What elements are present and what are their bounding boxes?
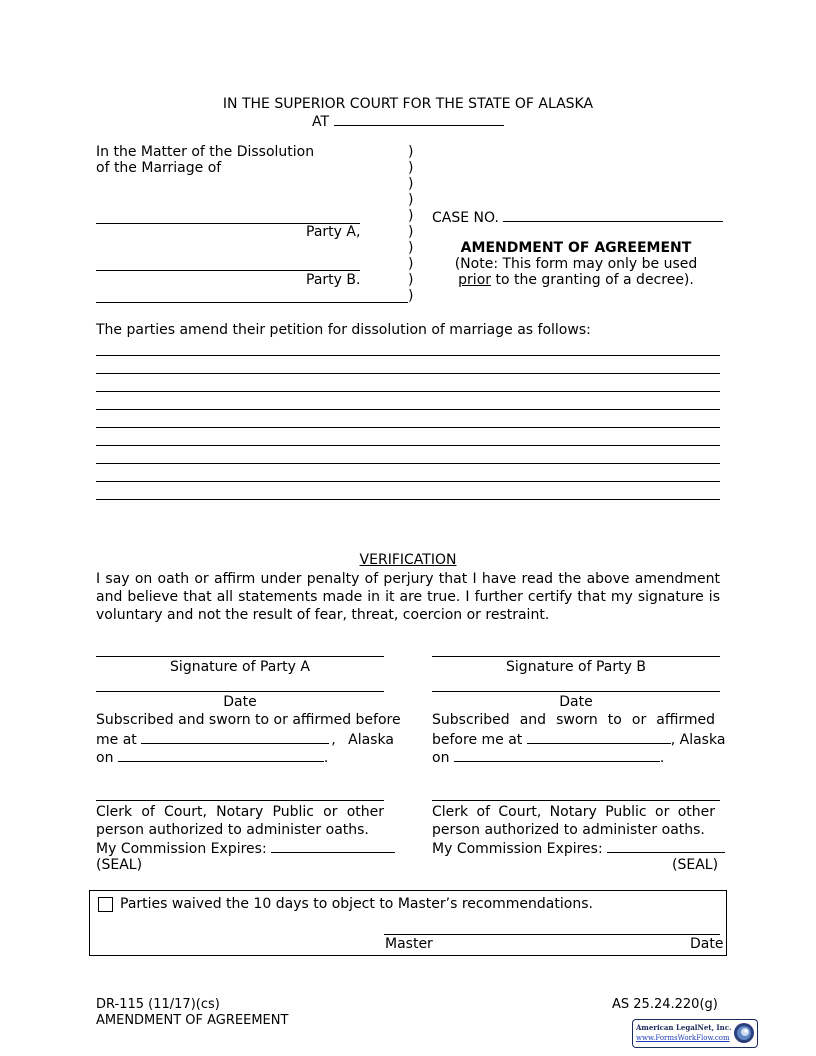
amendment-line[interactable]: [96, 373, 720, 374]
party-a-signature-label: Signature of Party A: [170, 659, 310, 675]
left-me-at-label: me at: [96, 732, 137, 748]
paren: ): [408, 256, 414, 272]
paren: ): [408, 240, 414, 256]
party-b-date-label: Date: [559, 694, 593, 710]
right-commission-line: [432, 839, 725, 858]
right-clerk-text: Clerk of Court, Notary Public or other person authorized to administer oaths.: [432, 804, 715, 838]
vendor-logo: [632, 1019, 758, 1048]
right-before-me-label: before me at: [432, 732, 523, 748]
document-title: AMENDMENT OF AGREEMENT: [460, 240, 692, 256]
party-a-signature-field[interactable]: [96, 656, 384, 657]
right-on-line: [432, 748, 664, 767]
right-period: .: [659, 750, 665, 766]
amendment-line[interactable]: [96, 445, 720, 446]
waiver-checkbox-label: Parties waived the 10 days to object to Master’s recommendations.: [120, 896, 593, 912]
master-signature-field[interactable]: [384, 934, 720, 935]
paren: ): [408, 192, 414, 208]
note-prior: prior: [458, 272, 492, 288]
left-sworn-text: Subscribed and sworn to or affirmed before: [96, 712, 401, 728]
form-title-footer: AMENDMENT OF AGREEMENT: [96, 1013, 289, 1028]
party-a-date-field[interactable]: [96, 691, 384, 692]
left-alaska-label: , Alaska: [331, 732, 394, 748]
logo-company-text: American LegalNet, Inc.: [636, 1023, 732, 1032]
paren: ): [408, 176, 414, 192]
right-commission-label: My Commission Expires:: [432, 841, 603, 857]
party-b-signature-label: Signature of Party B: [506, 659, 646, 675]
right-on-label: on: [432, 750, 450, 766]
left-commission-field[interactable]: [271, 839, 395, 853]
amendment-intro: The parties amend their petition for dissolution of marriage as follows:: [96, 322, 591, 338]
left-period: .: [323, 750, 329, 766]
paren: ): [408, 272, 414, 288]
left-on-label: on: [96, 750, 114, 766]
left-clerk-text: Clerk of Court, Notary Public or other person authorized to administer oaths.: [96, 804, 384, 838]
party-a-date-label: Date: [223, 694, 257, 710]
paren: ): [408, 208, 414, 224]
paren: ): [408, 288, 414, 304]
matter-line-1: In the Matter of the Dissolution: [96, 144, 315, 160]
caption-bottom-rule: [96, 302, 408, 303]
party-b-date-field[interactable]: [432, 691, 720, 692]
verification-heading: VERIFICATION: [359, 552, 457, 568]
verification-text: I say on oath or affirm under penalty of perjury that I have read the above amendment and believe that all statements made in it are true. I further certify that my signature is voluntary and not the result of fear, threat, coercion or restraint.: [96, 571, 720, 623]
right-clerk-signature-field[interactable]: [432, 800, 720, 801]
left-on-date-field[interactable]: [118, 748, 324, 762]
amendment-line[interactable]: [96, 355, 720, 356]
amendment-line[interactable]: [96, 427, 720, 428]
amendment-line[interactable]: [96, 409, 720, 410]
case-number: [432, 208, 723, 227]
form-number: DR-115 (11/17)(cs): [96, 997, 220, 1012]
party-a-label: Party A,: [306, 224, 361, 240]
case-no-label: CASE NO.: [432, 210, 499, 226]
right-on-date-field[interactable]: [454, 748, 660, 762]
right-commission-field[interactable]: [607, 839, 725, 853]
left-commission-line: [96, 839, 395, 858]
right-location-field[interactable]: [527, 730, 671, 744]
party-b-signature-field[interactable]: [432, 656, 720, 657]
note-line-1: (Note: This form may only be used: [454, 256, 698, 272]
matter-line-2: of the Marriage of: [96, 160, 222, 176]
master-date-label: Date: [690, 936, 724, 952]
paren: ): [408, 160, 414, 176]
paren: ): [408, 224, 414, 240]
left-clerk-signature-field[interactable]: [96, 800, 384, 801]
left-location-field[interactable]: [141, 730, 329, 744]
left-commission-label: My Commission Expires:: [96, 841, 267, 857]
logo-url-link[interactable]: www.FormsWorkFlow.com: [636, 1034, 730, 1042]
left-seal: (SEAL): [96, 857, 143, 873]
right-sworn-text: Subscribed and sworn to or affirmed: [432, 712, 715, 728]
amendment-line[interactable]: [96, 391, 720, 392]
left-me-at-line: [96, 730, 394, 749]
master-label: Master: [385, 936, 433, 952]
right-before-me-line: [432, 730, 725, 749]
amendment-line[interactable]: [96, 499, 720, 500]
court-heading: IN THE SUPERIOR COURT FOR THE STATE OF ALASKA: [222, 96, 594, 112]
globe-icon: [733, 1022, 755, 1044]
paren: ): [408, 144, 414, 160]
statute-reference: AS 25.24.220(g): [612, 997, 718, 1012]
court-location: [312, 112, 504, 131]
right-alaska-label: , Alaska: [670, 732, 726, 748]
court-location-field[interactable]: [334, 112, 504, 126]
amendment-line[interactable]: [96, 481, 720, 482]
note-rest: to the granting of a decree).: [491, 272, 694, 288]
party-b-name-field[interactable]: [96, 270, 360, 271]
right-seal: (SEAL): [672, 857, 719, 873]
waiver-checkbox[interactable]: [98, 897, 113, 912]
note-line-2: [432, 272, 720, 289]
case-number-field[interactable]: [503, 208, 723, 222]
left-on-line: [96, 748, 328, 767]
master-recommendation-box: [89, 890, 727, 956]
amendment-line[interactable]: [96, 463, 720, 464]
at-label: AT: [312, 114, 330, 130]
party-b-label: Party B.: [306, 272, 361, 288]
